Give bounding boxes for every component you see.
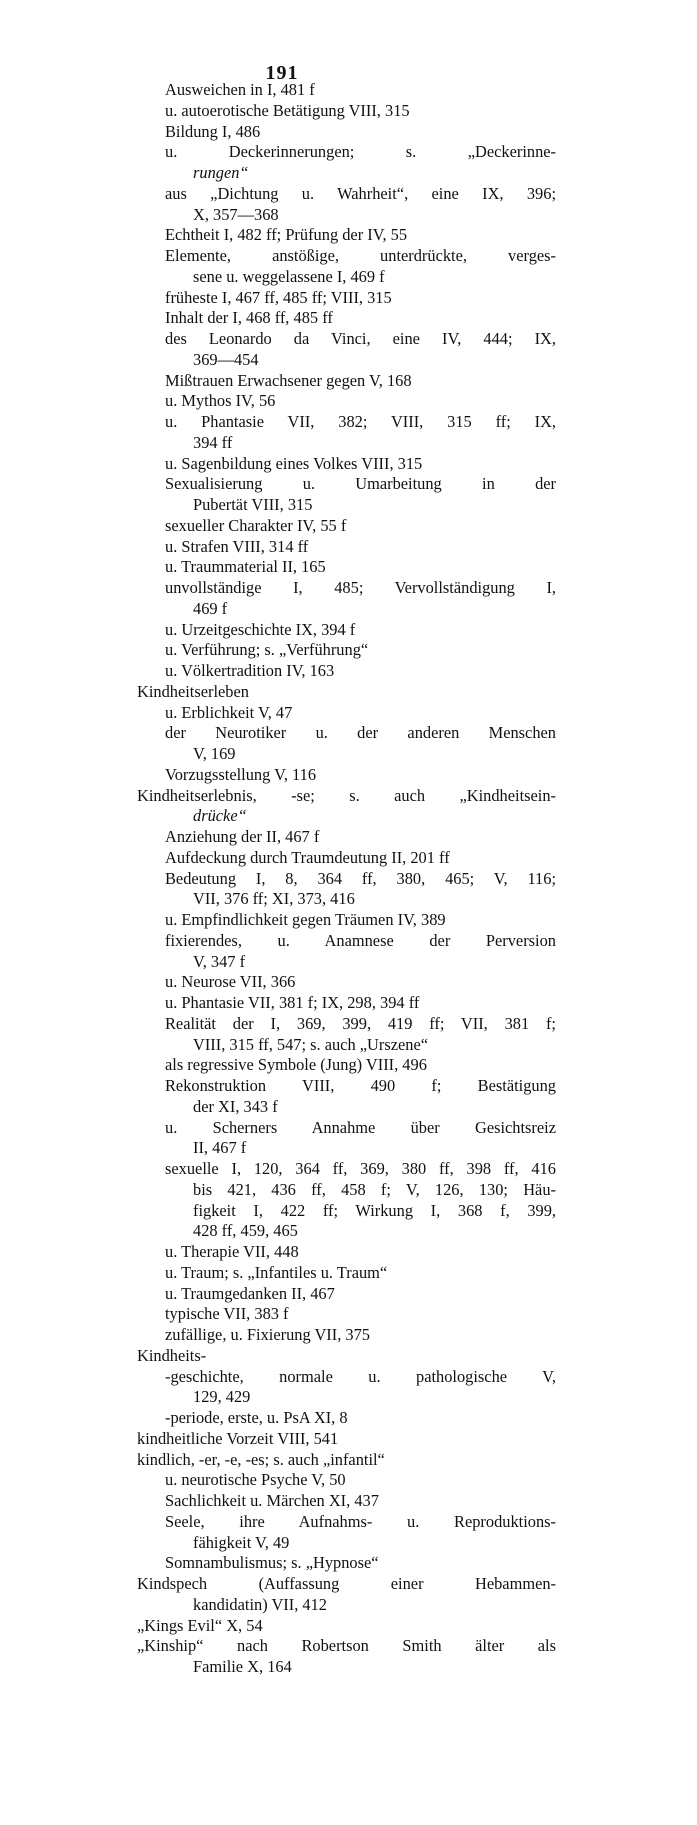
- index-subentry: u. Verführung; s. „Verführung“: [165, 640, 369, 660]
- index-subentry: u. Empfindlichkeit gegen Träumen IV, 389: [165, 910, 446, 929]
- index-subentry: sexuelle I, 120, 364 ff, 369, 380 ff, 398 ff, 416: [165, 1159, 556, 1178]
- index-subentry: u. Therapie VII, 448: [165, 1242, 299, 1261]
- index-subentry: Echtheit I, 482 ff; Prüfung der IV, 55: [165, 225, 408, 245]
- index-subentry: -geschichte, normale u. pathologische V,: [165, 1366, 556, 1386]
- index-subentry: drücke“: [193, 806, 247, 826]
- index-subentry: u. Traummaterial II, 165: [165, 557, 326, 577]
- index-subentry: aus „Dichtung u. Wahrheit“, eine IX, 396;: [165, 183, 556, 203]
- index-subentry: 469 f: [193, 598, 228, 618]
- index-subentry: u. Sagenbildung eines Volkes VIII, 315: [165, 453, 423, 473]
- index-subentry: Anziehung der II, 467 f: [165, 827, 320, 846]
- index-subentry: VII, 376 ff; XI, 373, 416: [193, 889, 355, 909]
- index-subentry: V, 347 f: [193, 951, 246, 971]
- index-subentry: Vorzugsstellung V, 116: [165, 764, 317, 784]
- index-entry-heading: kindlich, -er, -e, -es; s. auch „infantil“: [137, 1449, 385, 1469]
- index-subentry: 394 ff: [193, 432, 233, 452]
- index-subentry: 369—454: [193, 349, 259, 369]
- index-subentry: u. Urzeitgeschichte IX, 394 f: [165, 619, 356, 639]
- index-subentry: Aufdeckung durch Traumdeutung II, 201 ff: [165, 847, 450, 867]
- index-subentry: u. Mythos IV, 56: [165, 391, 276, 411]
- index-subentry: zufällige, u. Fixierung VII, 375: [165, 1325, 370, 1344]
- index-entry-heading: Kindheitserlebnis, -se; s. auch „Kindheitsein-: [137, 785, 556, 805]
- index-subentry: Rekonstruktion VIII, 490 f; Bestätigung: [165, 1076, 556, 1095]
- index-entry-heading: kindheitliche Vorzeit VIII, 541: [137, 1428, 339, 1448]
- index-subentry: -periode, erste, u. PsA XI, 8: [165, 1408, 348, 1427]
- index-entry-heading: „Kings Evil“ X, 54: [137, 1615, 263, 1635]
- index-subentry: 129, 429: [193, 1387, 251, 1407]
- index-subentry: u. Strafen VIII, 314 ff: [165, 536, 309, 556]
- index-subentry: Mißtrauen Erwachsener gegen V, 168: [165, 370, 412, 390]
- index-subentry: X, 357—368: [193, 204, 279, 224]
- index-subentry: u. Deckerinnerungen; s. „Deckerinne-: [165, 142, 556, 162]
- index-subentry: Pubertät VIII, 315: [193, 495, 313, 514]
- index-subentry: V, 169: [193, 744, 236, 763]
- index-subentry: sene u. weggelassene I, 469 f: [193, 266, 385, 286]
- index-subentry: Realität der I, 369, 399, 419 ff; VII, 381 f;: [165, 1013, 556, 1033]
- index-subentry: u. Phantasie VII, 381 f; IX, 298, 394 ff: [165, 993, 420, 1012]
- index-subentry: kandidatin) VII, 412: [193, 1594, 327, 1614]
- index-subentry: Inhalt der I, 468 ff, 485 ff: [165, 308, 333, 328]
- index-subentry: früheste I, 467 ff, 485 ff; VIII, 315: [165, 287, 392, 307]
- index-subentry: Sexualisierung u. Umarbeitung in der: [165, 474, 556, 494]
- index-subentry: u. neurotische Psyche V, 50: [165, 1470, 346, 1490]
- index-subentry: rungen“: [193, 163, 249, 182]
- index-subentry: sexueller Charakter IV, 55 f: [165, 515, 347, 535]
- index-subentry: Somnambulismus; s. „Hypnose“: [165, 1553, 379, 1573]
- index-subentry: Ausweichen in I, 481 f: [165, 80, 315, 99]
- index-subentry: u. Scherners Annahme über Gesichtsreiz: [165, 1117, 556, 1137]
- index-subentry: u. Neurose VII, 366: [165, 972, 296, 992]
- index-subentry: fixierendes, u. Anamnese der Perversion: [165, 930, 556, 950]
- index-subentry: VIII, 315 ff, 547; s. auch „Urszene“: [193, 1034, 428, 1054]
- index-subentry: u. autoerotische Betätigung VIII, 315: [165, 100, 410, 120]
- index-entry-heading: Kindheits-: [137, 1345, 207, 1365]
- index-subentry: Seele, ihre Aufnahms- u. Reproduktions-: [165, 1511, 556, 1531]
- index-entry-heading: Kindheitserleben: [137, 681, 249, 701]
- index-subentry: Sachlichkeit u. Märchen XI, 437: [165, 1491, 379, 1510]
- page-number: 191: [265, 62, 299, 84]
- index-subentry: des Leonardo da Vinci, eine IV, 444; IX,: [165, 329, 556, 348]
- index-subentry: 428 ff, 459, 465: [193, 1221, 298, 1241]
- index-subentry: figkeit I, 422 ff; Wirkung I, 368 f, 399,: [193, 1200, 556, 1220]
- index-subentry: u. Völkertradition IV, 163: [165, 661, 335, 680]
- index-subentry: u. Phantasie VII, 382; VIII, 315 ff; IX,: [165, 412, 556, 431]
- index-subentry: Bildung I, 486: [165, 121, 261, 141]
- index-subentry: Bedeutung I, 8, 364 ff, 380, 465; V, 116;: [165, 868, 556, 888]
- index-subentry: u. Erblichkeit V, 47: [165, 702, 293, 722]
- index-subentry: Familie X, 164: [193, 1657, 292, 1676]
- index-subentry: als regressive Symbole (Jung) VIII, 496: [165, 1055, 427, 1075]
- index-subentry: u. Traumgedanken II, 467: [165, 1283, 335, 1303]
- index-subentry: der XI, 343 f: [193, 1096, 278, 1116]
- index-entry-heading: „Kinship“ nach Robertson Smith älter als: [137, 1636, 556, 1656]
- index-subentry: bis 421, 436 ff, 458 f; V, 126, 130; Häu-: [193, 1179, 556, 1199]
- index-subentry: II, 467 f: [193, 1138, 247, 1158]
- index-subentry: unvollständige I, 485; Vervollständigung I,: [165, 578, 556, 597]
- index-subentry: typische VII, 383 f: [165, 1304, 289, 1324]
- index-entry-heading: Kindspech (Auffassung einer Hebammen-: [137, 1574, 556, 1593]
- index-subentry: u. Traum; s. „Infantiles u. Traum“: [165, 1262, 388, 1282]
- index-subentry: fähigkeit V, 49: [193, 1532, 290, 1552]
- index-subentry: der Neurotiker u. der anderen Menschen: [165, 723, 556, 743]
- index-entries: [0, 80, 697, 1678]
- index-subentry: Elemente, anstößige, unterdrückte, verges-: [165, 246, 556, 265]
